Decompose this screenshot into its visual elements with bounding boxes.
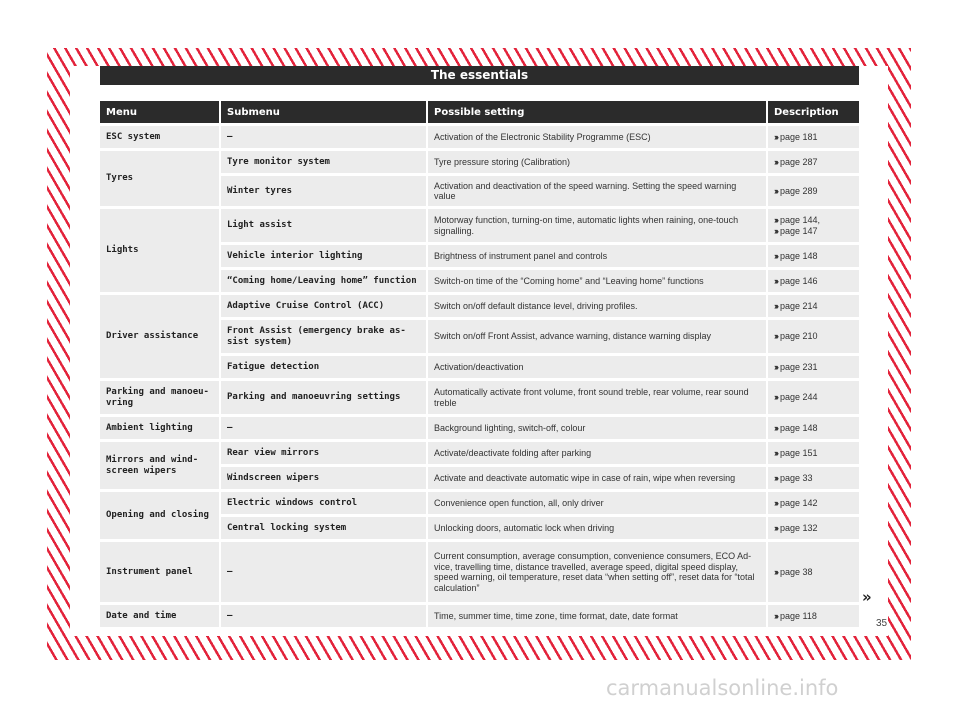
page-ref[interactable]: page 38: [780, 566, 813, 577]
header-submenu: Submenu: [221, 101, 428, 123]
table-row: [100, 605, 859, 627]
setting-cell: Activate and deactivate automatic wipe in case of rain, wipe when reversing: [428, 467, 768, 489]
menu-cell: Ambient lighting: [100, 417, 221, 439]
table-row: [100, 151, 859, 173]
menu-cell: Instrument panel: [100, 542, 221, 602]
page-ref-cell[interactable]: [768, 245, 859, 267]
page-ref-cell[interactable]: [768, 417, 859, 439]
page-ref[interactable]: page 33: [780, 472, 813, 483]
page-ref[interactable]: page 181: [780, 131, 818, 142]
page-ref[interactable]: page 142: [780, 497, 818, 508]
setting-cell: Brightness of instrument panel and controls: [428, 245, 768, 267]
page-ref-cell[interactable]: [768, 542, 859, 602]
page-ref-cell[interactable]: [768, 605, 859, 627]
page-arrow-icon: ›››: [774, 250, 777, 261]
page-arrow-icon: ›››: [774, 497, 777, 508]
page-arrow-icon: ›››: [774, 131, 777, 142]
page-arrow-icon: ›››: [774, 215, 777, 225]
menu-cell: Mirrors and wind-screen wipers: [100, 442, 221, 489]
page-arrow-icon: ›››: [774, 472, 777, 483]
page-arrow-icon: ›››: [774, 522, 777, 533]
page-ref[interactable]: page 146: [780, 275, 818, 286]
page-ref-cell[interactable]: [768, 442, 859, 464]
submenu-cell: –: [221, 542, 428, 602]
table-header-row: [100, 101, 859, 123]
setting-cell: Switch-on time of the “Coming home” and “Leaving home” functions: [428, 270, 768, 292]
setting-cell: Convenience open function, all, only driver: [428, 492, 768, 514]
submenu-cell: “Coming home/Leaving home” function: [221, 270, 428, 292]
table-row: [100, 542, 859, 602]
page-ref-cell[interactable]: [768, 126, 859, 148]
page-ref-cell[interactable]: [768, 356, 859, 378]
setting-cell: Unlocking doors, automatic lock when driving: [428, 517, 768, 539]
page-arrow-icon: ›››: [774, 447, 777, 458]
page-ref[interactable]: page 148: [780, 250, 818, 261]
setting-cell: Time, summer time, time zone, time format, date, date format: [428, 605, 768, 627]
page-arrow-icon: ›››: [774, 422, 777, 433]
page-ref[interactable]: page 287: [780, 156, 818, 167]
page-ref[interactable]: page 210: [780, 331, 818, 342]
submenu-cell: Light assist: [221, 209, 428, 242]
page-number: 35: [876, 618, 888, 629]
table-row: [100, 295, 859, 317]
page-ref[interactable]: page 231: [780, 361, 818, 372]
page-arrow-icon: ›››: [774, 610, 777, 621]
submenu-cell: –: [221, 126, 428, 148]
page-ref[interactable]: page 151: [780, 447, 818, 458]
submenu-cell: Tyre monitor system: [221, 151, 428, 173]
setting-cell: Activation of the Electronic Stability Programme (ESC): [428, 126, 768, 148]
menu-cell: Parking and manoeu-vring: [100, 381, 221, 414]
page-ref-cell[interactable]: [768, 320, 859, 353]
submenu-cell: Winter tyres: [221, 176, 428, 206]
page-ref-cell[interactable]: [768, 467, 859, 489]
page-ref-cell[interactable]: [768, 492, 859, 514]
page-ref[interactable]: page 147: [780, 225, 818, 236]
submenu-cell: Parking and manoeuvring settings: [221, 381, 428, 414]
table-row: [100, 209, 859, 242]
page-ref[interactable]: page 244: [780, 392, 818, 403]
page-arrow-icon: ›››: [774, 361, 777, 372]
submenu-cell: –: [221, 417, 428, 439]
page-arrow-icon: ›››: [774, 156, 777, 167]
submenu-cell: Front Assist (emergency brake as-sist system): [221, 320, 428, 353]
setting-cell: Switch on/off Front Assist, advance warning, distance warning display: [428, 320, 768, 353]
page-arrow-icon: ›››: [774, 275, 777, 286]
page-ref-cell[interactable]: [768, 151, 859, 173]
table-row: [100, 492, 859, 514]
settings-table: [100, 98, 859, 630]
setting-cell: Current consumption, average consumption, convenience consumers, ECO Ad-vice, travelling time, distance travelled, average speed, digital speed display, speed warning, oil temperature, reset data “when setting off”, reset data for “total calculation”: [428, 542, 768, 602]
page-ref[interactable]: page 214: [780, 300, 818, 311]
page-ref[interactable]: page 118: [780, 610, 817, 621]
submenu-cell: Adaptive Cruise Control (ACC): [221, 295, 428, 317]
page-ref-cell[interactable]: [768, 295, 859, 317]
page-ref-cell[interactable]: [768, 176, 859, 206]
submenu-cell: Fatigue detection: [221, 356, 428, 378]
page-ref[interactable]: page 132: [780, 522, 818, 533]
table-row: [100, 442, 859, 464]
page-ref[interactable]: page 289: [780, 185, 818, 196]
header-possible-setting: Possible setting: [428, 101, 768, 123]
page-title: The essentials: [100, 66, 859, 85]
menu-cell: Date and time: [100, 605, 221, 627]
page-arrow-icon: ›››: [774, 300, 777, 311]
menu-cell: Lights: [100, 209, 221, 292]
page-ref[interactable]: page 148: [780, 422, 818, 433]
watermark: carmanualsonline.info: [606, 676, 839, 700]
menu-cell: ESC system: [100, 126, 221, 148]
page-arrow-icon: ›››: [774, 566, 777, 577]
setting-cell: Tyre pressure storing (Calibration): [428, 151, 768, 173]
setting-cell: Switch on/off default distance level, driving profiles.: [428, 295, 768, 317]
page-ref-cell[interactable]: [768, 517, 859, 539]
table-row: [100, 417, 859, 439]
submenu-cell: Central locking system: [221, 517, 428, 539]
page-ref-cell[interactable]: [768, 209, 859, 242]
submenu-cell: Vehicle interior lighting: [221, 245, 428, 267]
submenu-cell: –: [221, 605, 428, 627]
menu-cell: Tyres: [100, 151, 221, 206]
submenu-cell: Windscreen wipers: [221, 467, 428, 489]
setting-cell: Background lighting, switch-off, colour: [428, 417, 768, 439]
continue-arrow-icon: »: [862, 588, 872, 606]
table-row: [100, 126, 859, 148]
setting-cell: Activation and deactivation of the speed warning. Setting the speed warning value: [428, 176, 768, 206]
setting-cell: Automatically activate front volume, front sound treble, rear volume, rear sound treble: [428, 381, 768, 414]
setting-cell: Motorway function, turning-on time, automatic lights when raining, one-touch signalling.: [428, 209, 768, 242]
setting-cell: Activation/deactivation: [428, 356, 768, 378]
setting-cell: Activate/deactivate folding after parking: [428, 442, 768, 464]
page-arrow-icon: ›››: [774, 225, 777, 236]
page-arrow-icon: ›››: [774, 392, 777, 403]
submenu-cell: Electric windows control: [221, 492, 428, 514]
page-ref-cell[interactable]: [768, 270, 859, 292]
table-row: [100, 381, 859, 414]
header-description: Description: [768, 101, 859, 123]
page-ref[interactable]: page 144,: [780, 215, 821, 225]
page-arrow-icon: ›››: [774, 331, 777, 342]
page-ref-cell[interactable]: [768, 381, 859, 414]
menu-cell: Driver assistance: [100, 295, 221, 378]
page-arrow-icon: ›››: [774, 185, 777, 196]
header-menu: Menu: [100, 101, 221, 123]
menu-cell: Opening and closing: [100, 492, 221, 539]
submenu-cell: Rear view mirrors: [221, 442, 428, 464]
